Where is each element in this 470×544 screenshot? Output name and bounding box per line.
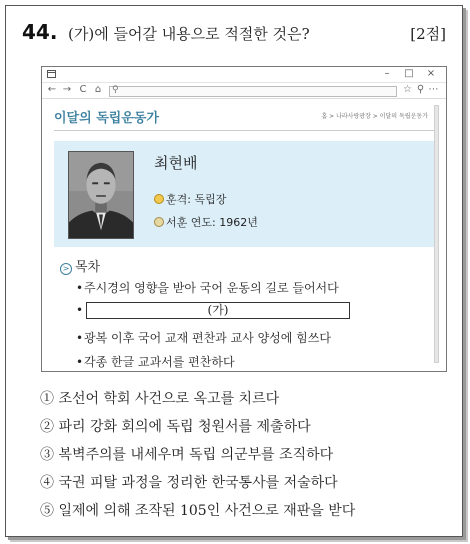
choice-text: 파리 강화 회의에 독립 청원서를 제출하다 [58,419,311,435]
toc-heading-label: 목차 [75,260,101,275]
portrait-image [69,152,133,238]
year-row [154,214,258,230]
choice-text: 조선어 학회 사건으로 옥고를 치르다 [58,391,280,407]
browser-navbar [42,84,446,99]
medal-icon [154,194,164,204]
favorite-icon[interactable]: ☆ [403,84,412,95]
award-label: 훈격 : [166,193,194,206]
year-value: 1962년 [219,216,258,229]
forward-icon[interactable]: → [62,84,72,95]
toc-item-label: 주시경의 영향을 받아 국어 운동의 길로 들어서다 [84,281,339,295]
toc-item[interactable]: •광복 이후 국어 교재 편찬과 교사 양성에 힘쓰다 [76,331,331,345]
close-icon[interactable]: × [426,68,436,79]
question-number: 44. [22,20,58,44]
window-controls [376,68,442,79]
browser-window [41,66,447,372]
toc-heading [60,256,100,275]
browser-titlebar [42,67,446,83]
choice-text: 국권 피탈 과정을 정리한 한국통사를 저술하다 [58,475,338,491]
decoration-icon [154,217,164,227]
choice-2[interactable] [40,416,311,436]
award-value: 독립장 [194,193,227,206]
choice-number: ⑤ [40,503,54,519]
choice-3[interactable] [40,444,333,464]
maximize-icon[interactable]: □ [404,68,414,79]
choice-5[interactable] [40,500,355,520]
page-title: 이달의 독립운동가 [54,111,159,126]
toc-item[interactable]: •각종 한글 교과서를 편찬하다 [76,355,235,369]
breadcrumb[interactable]: 홈 > 나라사랑광장 > 이달의 독립운동가 [321,113,428,120]
scrollbar-thumb[interactable] [434,105,439,363]
blank-box: (가) [86,302,350,319]
toc-item-label: 광복 이후 국어 교재 편찬과 교사 양성에 힘쓰다 [84,331,331,345]
address-bar[interactable] [109,86,397,97]
toc-item-label: 각종 한글 교과서를 편찬하다 [84,355,235,369]
choice-number: ① [40,391,54,407]
back-icon[interactable]: ← [47,84,57,95]
toc-item[interactable]: •주시경의 영향을 받아 국어 운동의 길로 들어서다 [76,281,339,295]
choice-text: 일제에 의해 조작된 105인 사건으로 재판을 받다 [58,503,356,519]
choice-number: ④ [40,475,54,491]
person-name: 최현배 [154,154,198,172]
choice-4[interactable] [40,472,338,492]
profile-icon[interactable]: ⚲ [416,84,425,95]
more-icon[interactable]: ⋯ [428,84,439,95]
choice-1[interactable] [40,388,279,408]
minimize-icon[interactable]: – [384,68,390,79]
question-points: [2점] [410,25,446,43]
chevron-right-icon: > [60,263,72,275]
question-header [22,20,448,46]
year-label: 서훈 연도 : [166,216,219,229]
toc-item-blank-bullet: • [76,303,84,317]
refresh-icon[interactable]: C [79,84,87,95]
choice-text: 복벽주의를 내세우며 독립 의군부를 조직하다 [58,447,334,463]
scrollbar[interactable] [434,101,440,371]
question-card [5,5,463,537]
award-row [154,191,226,207]
choice-number: ② [40,419,54,435]
title-divider [54,130,434,131]
home-icon[interactable]: ⌂ [94,84,102,95]
search-icon: ⚲ [112,85,119,95]
tab-icon[interactable] [47,70,56,78]
browser-toolbar-right [401,84,440,95]
choice-number: ③ [40,447,54,463]
profile-panel [54,141,434,247]
web-page [50,101,434,371]
portrait-photo [68,151,134,239]
question-text: (가)에 들어갈 내용으로 적절한 것은? [68,25,310,43]
